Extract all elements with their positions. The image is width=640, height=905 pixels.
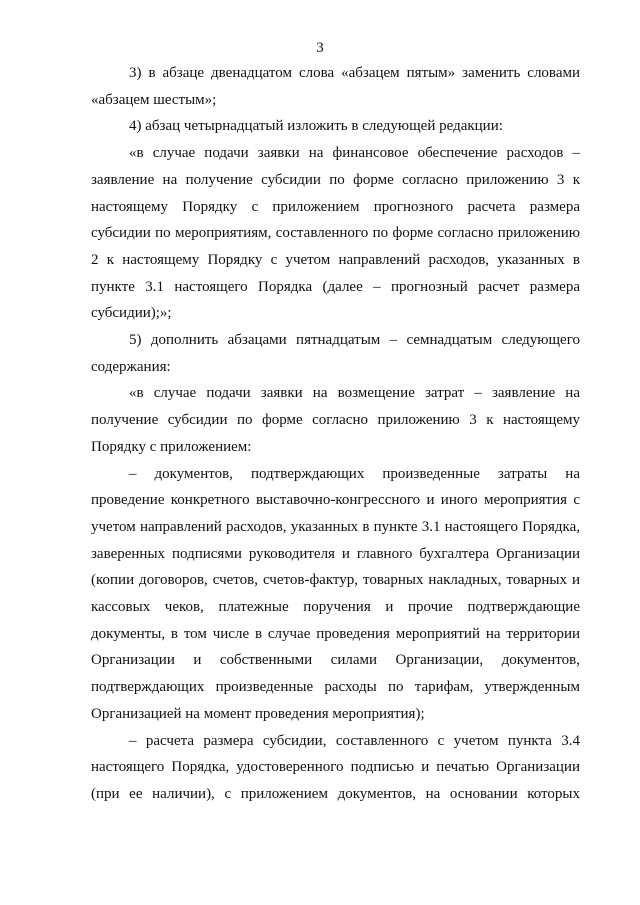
paragraph-item-5: 5) дополнить абзацами пятнадцатым – семнадцатым следующего содержания: [91,332,580,375]
paragraph-quoted-reimbursement: «в случае подачи заявки на возмещение затрат – заявление на получение субсидии по форме согласно приложению 3 к настоящему Порядку с приложением: [91,385,580,455]
paragraph-item-4: 4) абзац четырнадцатый изложить в следующей редакции: [129,118,503,135]
paragraph-calculation-list-item: – расчета размера субсидии, составленного с учетом пункта 3.4 настоящего Порядка, удостоверенного подписью и печатью Организации (при ее наличии), с приложением документов, на основании которых [91,732,580,802]
paragraph-item-3: 3) в абзаце двенадцатом слова «абзацем пятым» заменить словами «абзацем шестым»; [91,65,580,108]
paragraph-documents-list-item: – документов, подтверждающих произведенные затраты на проведение конкретного выставочно-конгрессного и иного мероприятия с учетом направлений расходов, указанных в пункте 3.1 настоящего Порядка, заверенных подписями руководителя и главного бухгалтера Организации (копии договоров, счетов, счетов-фактур, товарных накладных, товарных и кассовых чеков, платежные поручения и прочие подтверждающие документы, в том числе в случае проведения мероприятий на территории Организации и собственными силами Организации, документов, подтверждающих произведенные расходы по тарифам, утвержденным Организацией на момент проведения мероприятия); [91,465,580,722]
paragraph-quoted-financing: «в случае подачи заявки на финансовое обеспечение расходов – заявление на получение субсидии по форме согласно приложению 3 к настоящему Порядку с приложением прогнозного расчета размера субсидии по мероприятиям, составленного по форме согласно приложению 2 к настоящему Порядку с учетом направлений расходов, указанных в пункте 3.1 настоящего Порядка (далее – прогнозный расчет размера субсидии);»; [91,145,580,322]
page-number: 3 [316,40,324,56]
document-body [91,60,580,808]
